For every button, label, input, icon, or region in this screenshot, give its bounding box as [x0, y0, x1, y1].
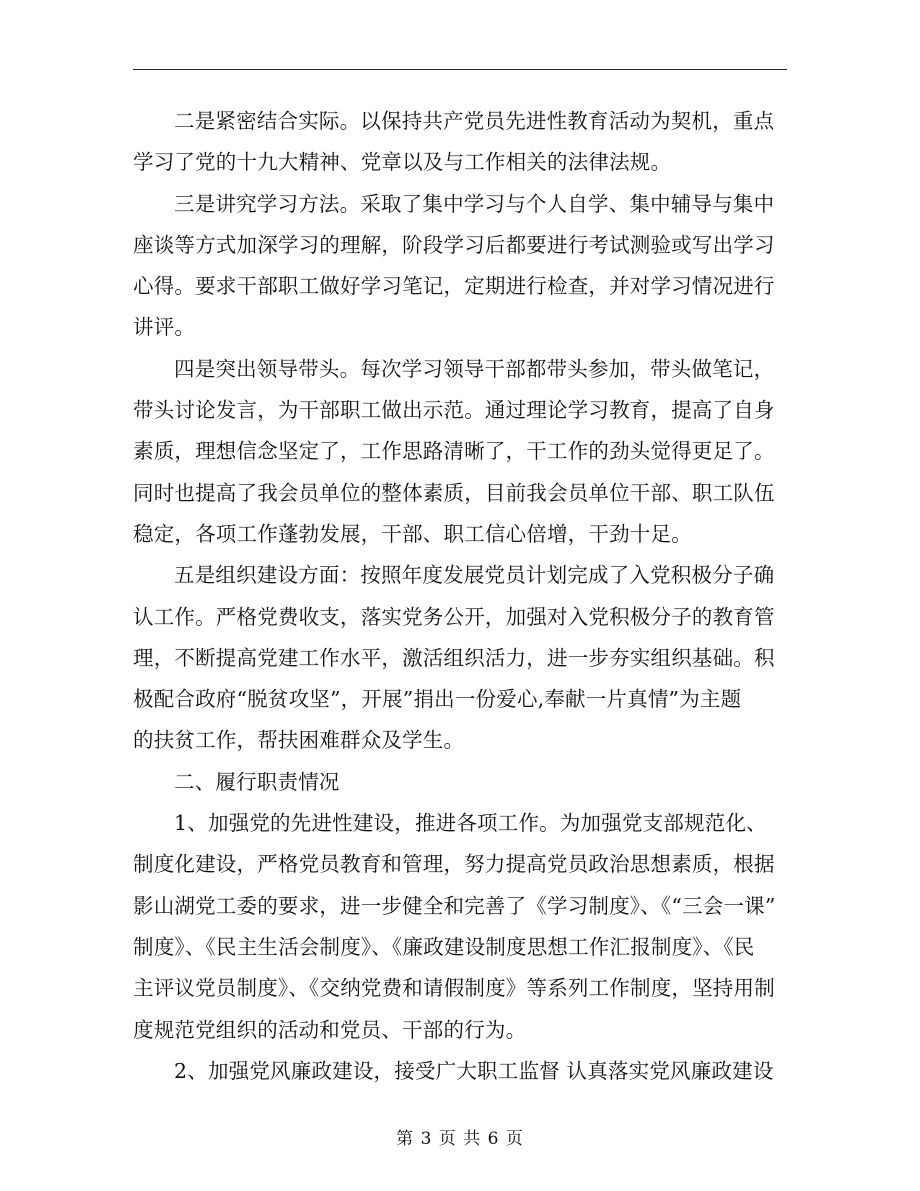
paragraph	[133, 349, 793, 555]
text-line: 带头讨论发言，为干部职工做出示范。通过理论学习教育，提高了自身	[133, 398, 775, 423]
text-line: 制度化建设，严格党员教育和管理，努力提高党员政治思想素质，根据	[133, 852, 775, 877]
text-line: 认工作。严格党费收支，落实党务公开，加强对入党积极分子的教育管	[133, 604, 775, 629]
text-line: 制度》、《民主生活会制度》、《廉政建设制度思想工作汇报制度》、《民	[133, 934, 755, 959]
section-heading	[133, 762, 793, 803]
paragraph	[133, 184, 793, 349]
text-line: 同时也提高了我会员单位的整体素质，目前我会员单位干部、职工队伍	[133, 480, 775, 505]
text-line: 四是突出领导带头。每次学习领导干部都带头参加，带头做笔记，	[174, 356, 775, 381]
text-line: 理，不断提高党建工作水平，激活组织活力，进一步夯实组织基础。积	[133, 645, 775, 670]
paragraph	[133, 101, 793, 184]
text-line: 影山湖党工委的要求，进一步健全和完善了《学习制度》、《“三会一课”	[133, 893, 776, 918]
paragraph	[133, 1051, 793, 1092]
text-line: 五是组织建设方面：按照年度发展党员计划完成了入党积极分子确	[174, 563, 775, 588]
text-line: 2、加强党风廉政建设，接受广大职工监督 认真落实党风廉政建设	[174, 1058, 774, 1083]
document-body	[133, 101, 793, 1092]
text-line: 座谈等方式加深学习的理解，阶段学习后都要进行考试测验或写出学习	[133, 232, 775, 257]
text-line: 学习了党的十九大精神、党章以及与工作相关的法律法规。	[133, 150, 672, 175]
text-line: 心得。要求干部职工做好学习笔记，定期进行检查，并对学习情况进行	[133, 274, 775, 299]
text-line: 二、履行职责情况	[174, 769, 340, 794]
text-line: 讲评。	[133, 315, 196, 340]
paragraph	[133, 803, 793, 1051]
text-line: 二是紧密结合实际。以保持共产党员先进性教育活动为契机，重点	[174, 109, 775, 133]
text-line: 素质，理想信念坚定了，工作思路清晰了，干工作的劲头觉得更足了。	[133, 439, 775, 464]
text-line: 三是讲究学习方法。采取了集中学习与个人自学、集中辅导与集中	[174, 191, 775, 216]
text-line: 度规范党组织的活动和党员、干部的行为。	[133, 1017, 527, 1042]
text-line: 的扶贫工作，帮扶困难群众及学生。	[133, 728, 465, 753]
text-line: 1、加强党的先进性建设，推进各项工作。为加强党支部规范化、	[174, 811, 767, 836]
paragraph	[133, 555, 793, 761]
page-number: 第 3 页 共 6 页	[396, 1129, 524, 1149]
text-line: 稳定，各项工作蓬勃发展，干部、职工信心倍增，干劲十足。	[133, 521, 692, 546]
text-line: 极配合政府“脱贫攻坚”，开展”捐出一份爱心,奉献一片真情”为主题	[133, 687, 742, 712]
text-line: 主评议党员制度》、《交纳党费和请假制度》等系列工作制度，坚持用制	[133, 976, 775, 1001]
header-rule	[133, 69, 787, 70]
